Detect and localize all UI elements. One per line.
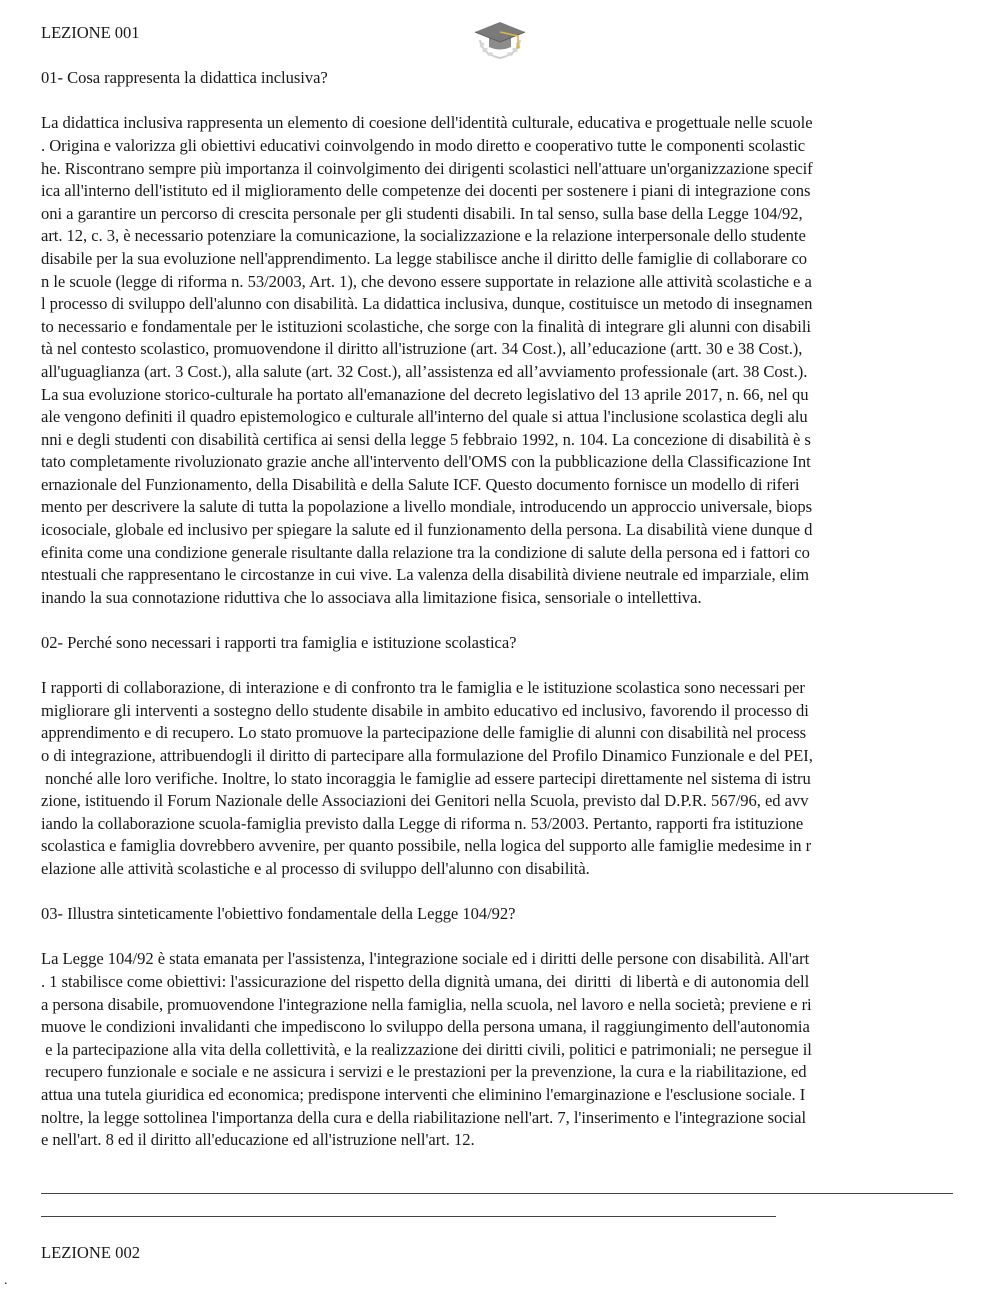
answer-line: elazione alle attività scolastiche e al processo di sviluppo dell'alunno con disabilità.: [41, 858, 590, 878]
answer-line: La Legge 104/92 è stata emanata per l'assistenza, l'integrazione sociale ed i diritti delle persone con disabilità. All'art: [41, 949, 810, 969]
answer-line: noltre, la legge sottolinea l'importanza della cura e della riabilitazione nell'art. 7, l'inserimento e l'integrazione social: [41, 1107, 807, 1127]
answer-line: . Origina e valorizza gli obiettivi educativi coinvolgendo in modo diretto e cooperativo tutte le componenti scolastic: [41, 135, 806, 155]
answer-line: iando la collaborazione scuola-famiglia previsto dalla Legge di riforma n. 53/2003. Pertanto, rapporti fra istituzione: [41, 813, 804, 833]
answer-line: disabile per la sua evoluzione nell'apprendimento. La legge stabilisce anche il diritto delle famiglie di collaborare co: [41, 248, 808, 268]
answer-line: o di integrazione, attribuendogli il diritto di partecipare alla formulazione del Profilo Dinamico Funzionale e del PEI,: [41, 746, 813, 765]
answer-line: . 1 stabilisce come obiettivi: l'assicurazione del rispetto della dignità umana, dei diritti di libertà e di autonomia dell: [41, 971, 810, 991]
answer-line: art. 12, c. 3, è necessario potenziare la comunicazione, la socializzazione e la relazione interpersonale dello studente: [41, 226, 806, 246]
answer-line: icosociale, globale ed inclusivo per spiegare la salute ed il funzionamento della persona. La disabilità viene dunque d: [41, 520, 813, 540]
answer-line: l processo di sviluppo dell'alunno con disabilità. La didattica inclusiva, dunque, costituisce un metodo di insegnamen: [41, 294, 813, 314]
answer-line: mento per descrivere la salute di tutta la popolazione a livello mondiale, introducendo un approccio universale, biops: [41, 497, 812, 517]
section-1: [41, 67, 963, 609]
answer-line: scolastica e famiglia dovrebbero avvenire, per quanto possibile, nella logica del supporto alle famiglie medesime in r: [41, 836, 812, 856]
answer-line: n le scuole (legge di riforma n. 53/2003, Art. 1), che devono essere supportate in relazione alle attività scolastiche e a: [41, 271, 812, 291]
answer-line: efinita come una condizione generale risultante dalla relazione tra la condizione di salute della persona ed i fattori co: [41, 542, 810, 562]
section-3: [41, 903, 963, 1152]
question-3: 03- Illustra sinteticamente l'obiettivo fondamentale della Legge 104/92?: [41, 904, 516, 924]
answer-line: apprendimento e di recupero. Lo stato promuove la partecipazione delle famiglie di alunni con disabilità nel process: [41, 723, 807, 743]
answer-line: La sua evoluzione storico-culturale ha portato all'emanazione del decreto legislativo del 13 aprile 2017, n. 66, nel qu: [41, 384, 809, 404]
lesson-title: LEZIONE 001: [41, 23, 140, 42]
answer-line: e la partecipazione alla vita della collettività, e la realizzazione dei diritti civili, politici e patrimoniali; ne persegue il: [41, 1039, 812, 1059]
answer-line: zione, istituendo il Forum Nazionale delle Associazioni dei Genitori nella Scuola, previsto dal D.P.R. 567/96, ed avv: [41, 791, 809, 811]
answer-line: ntestuali che rappresentano le circostanze in cui vive. La valenza della disabilità diviene neutrale ed imparziale, elim: [41, 565, 810, 585]
answer-line: to necessario e fondamentale per le istituzioni scolastiche, che sorge con la finalità di integrare gli alunni con disabili: [41, 316, 811, 336]
separator-line: [41, 1216, 776, 1217]
next-lesson-title: LEZIONE 002: [41, 1243, 141, 1262]
answer-line: migliorare gli interventi a sostegno dello studente disabile in ambito educativo ed inclusivo, favorendo il processo di: [41, 700, 809, 720]
answer-line: ale vengono definiti il quadro epistemologico e culturale all'interno del quale si attua l'inclusione scolastica degli alu: [41, 407, 808, 427]
answer-1: [41, 112, 963, 609]
answer-line: tato completamente rivoluzionato grazie anche all'intervento dell'OMS con la pubblicazione della Classificazione Int: [41, 452, 811, 472]
answer-line: nni e degli studenti con disabilità certifica ai sensi della legge 5 febbraio 1992, n. 104. La concezione di disabilità è s: [41, 429, 811, 449]
answer-line: La didattica inclusiva rappresenta un elemento di coesione dell'identità culturale, educativa e progettuale nelle scuole: [41, 113, 813, 133]
question-1: 01- Cosa rappresenta la didattica inclusiva?: [41, 68, 328, 88]
answer-line: he. Riscontrano sempre più importanza il coinvolgimento dei dirigenti scolastici nell'attuare un'organizzazione specif: [41, 158, 813, 178]
question-2: 02- Perché sono necessari i rapporti tra famiglia e istituzione scolastica?: [41, 633, 517, 653]
answer-line: a persona disabile, promuovendone l'integrazione nella famiglia, nella scuola, nel lavoro e nella società; previene e ri: [41, 994, 812, 1014]
answer-line: all'uguaglianza (art. 3 Cost.), alla salute (art. 32 Cost.), all’assistenza ed all’avviamento professionale (art. 38 Cost.).: [41, 361, 808, 381]
answer-line: ernazionale del Funzionamento, della Disabilità e della Salute ICF. Questo documento fornisce un modello di riferi: [41, 474, 800, 494]
answer-line: attua una tutela giuridica ed economica; predispone interventi che eliminino l'emarginazione e l'esclusione sociale. I: [41, 1084, 806, 1104]
answer-3: [41, 948, 963, 1151]
answer-line: tà nel contesto scolastico, promuovendone il diritto all'istruzione (art. 34 Cost.), all’educazione (artt. 30 e 38 Cost.),: [41, 339, 803, 359]
section-2: [41, 632, 963, 881]
answer-line: nonché alle loro verifiche. Inoltre, lo stato incoraggia le famiglie ad essere partecipi direttamente nel sistema di istru: [41, 768, 811, 788]
answer-2: [41, 677, 963, 880]
answer-line: e nell'art. 8 ed il diritto all'educazione ed all'istruzione nell'art. 12.: [41, 1130, 475, 1150]
answer-line: inando la sua connotazione riduttiva che lo associava alla limitazione fisica, sensoriale o intellettiva.: [41, 587, 702, 607]
answer-line: recupero funzionale e sociale e ne assicura i servizi e le prestazioni per la prevenzione, la cura e la riabilitazione, ed: [41, 1062, 807, 1082]
answer-line: I rapporti di collaborazione, di interazione e di confronto tra le famiglia e le istituzione scolastica sono necessari per: [41, 678, 805, 698]
answer-line: muove le condizioni invalidanti che impediscono lo sviluppo della persona umana, il raggiungimento dell'autonomia: [41, 1017, 810, 1037]
separator-line: [41, 1193, 953, 1194]
stray-mark: .: [4, 1273, 8, 1288]
answer-line: oni a garantire un percorso di crescita personale per gli studenti disabili. In tal senso, sulla base della Legge 104/92,: [41, 203, 803, 223]
answer-line: ica all'interno dell'istituto ed il miglioramento delle competenze dei docenti per sostenere i piani di integrazione cons: [41, 181, 811, 201]
document-page: [41, 22, 963, 1152]
